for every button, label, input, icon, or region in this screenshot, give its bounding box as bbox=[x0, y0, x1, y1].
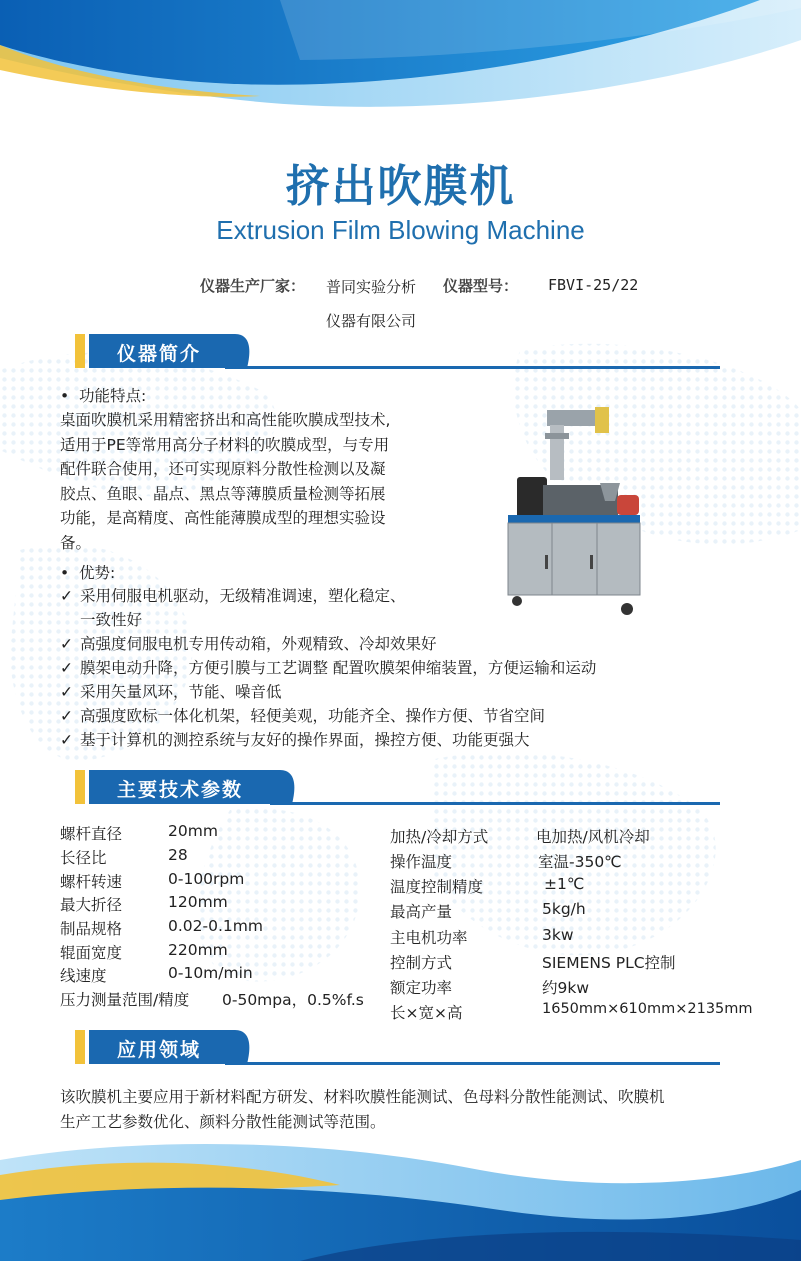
description-line: 适用于PE等常用高分子材料的吹膜成型，与专用 bbox=[60, 435, 390, 454]
advantage-item-continued: 一致性好 bbox=[80, 611, 143, 629]
model-label: 仪器型号： bbox=[443, 277, 519, 295]
advantage-item: ✓ 膜架电动升降，方便引膜与工艺调整 配置吹膜架伸缩装置，方便运输和运动 bbox=[60, 656, 596, 680]
description-line: 备。 bbox=[60, 533, 92, 552]
spec-label: 主电机功率 bbox=[390, 929, 468, 947]
spec-label: 长径比 bbox=[60, 849, 107, 867]
features-description bbox=[60, 408, 460, 555]
spec-label: 制品规格 bbox=[60, 920, 123, 938]
bottom-wave-decoration bbox=[0, 1130, 801, 1261]
spec-value: 1650mm×610mm×2135mm bbox=[542, 1001, 753, 1017]
section-title-intro: 仪器简介 bbox=[117, 343, 202, 365]
spec-label: 最大折径 bbox=[60, 896, 123, 914]
spec-row bbox=[60, 917, 122, 939]
section-divider bbox=[225, 1062, 720, 1065]
page-subtitle: Extrusion Film Blowing Machine bbox=[216, 215, 585, 245]
spec-value: 3kw bbox=[542, 926, 574, 944]
spec-row bbox=[60, 822, 122, 844]
description-line: 功能，是高精度、高性能薄膜成型的理想实验设 bbox=[60, 509, 386, 527]
spec-value: 0-100rpm bbox=[168, 870, 245, 888]
check-icon: ✓ bbox=[60, 731, 73, 749]
manufacturer-name-line2: 仪器有限公司 bbox=[326, 312, 417, 330]
spec-label: 控制方式 bbox=[390, 954, 453, 972]
check-icon: ✓ bbox=[60, 659, 73, 677]
section-header-application bbox=[75, 1030, 720, 1064]
spec-label: 长×宽×高 bbox=[390, 1004, 463, 1022]
bullet-dot: • bbox=[60, 387, 79, 405]
advantages-heading-text: 优势: bbox=[79, 564, 116, 582]
spec-label: 压力测量范围/精度 bbox=[60, 991, 190, 1009]
spec-row bbox=[60, 870, 122, 892]
spec-value: 5kg/h bbox=[542, 900, 586, 918]
spec-value: 28 bbox=[168, 846, 188, 864]
spec-row bbox=[60, 941, 122, 963]
spec-label: 线速度 bbox=[60, 967, 107, 985]
advantage-item: ✓ 采用伺服电机驱动，无级精准调速，塑化稳定、 bbox=[60, 584, 596, 608]
advantage-item: ✓ 高强度伺服电机专用传动箱，外观精致、冷却效果好 bbox=[60, 632, 596, 656]
check-icon: ✓ bbox=[60, 707, 73, 725]
top-wave-decoration bbox=[0, 0, 801, 130]
spec-value: 约9kw bbox=[542, 979, 590, 997]
spec-value: ±1℃ bbox=[544, 875, 585, 893]
spec-label: 额定功率 bbox=[390, 979, 453, 997]
spec-value: 室温-350℃ bbox=[538, 853, 622, 871]
section-title-params: 主要技术参数 bbox=[117, 779, 244, 801]
description-line: 胶点、鱼眼、晶点、黑点等薄膜质量检测等拓展 bbox=[60, 484, 386, 503]
advantage-item: ✓ 高强度欧标一体化机架，轻便美观，功能齐全、操作方便、节省空间 bbox=[60, 704, 596, 728]
manufacturer-label: 仪器生产厂家： bbox=[200, 277, 306, 295]
application-line: 该吹膜机主要应用于新材料配方研发、材料吹膜性能测试、色母料分散性能测试、吹膜机 bbox=[60, 1088, 665, 1106]
application-line: 生产工艺参数优化、颜料分散性能测试等范围。 bbox=[60, 1112, 386, 1131]
spec-row bbox=[60, 988, 189, 1010]
advantages-list bbox=[60, 584, 596, 752]
section-title-application: 应用领域 bbox=[117, 1039, 202, 1061]
check-icon: ✓ bbox=[60, 683, 73, 701]
application-text bbox=[60, 1085, 775, 1134]
spec-label: 操作温度 bbox=[390, 853, 453, 871]
spec-label: 辊面宽度 bbox=[60, 944, 123, 962]
manufacturer-name-line1: 普同实验分析 bbox=[326, 278, 417, 296]
spec-value: 120mm bbox=[168, 893, 228, 911]
spec-row bbox=[60, 893, 122, 915]
spec-value: 0-10m/min bbox=[168, 964, 253, 982]
section-header-params bbox=[75, 770, 720, 804]
section-divider bbox=[225, 366, 720, 369]
description-line: 桌面吹膜机采用精密挤出和高性能吹膜成型技术, bbox=[60, 411, 391, 429]
spec-label: 加热/冷却方式 bbox=[390, 828, 489, 846]
spec-label: 温度控制精度 bbox=[390, 878, 484, 896]
page-title: 挤出吹膜机 bbox=[285, 161, 516, 212]
spec-value: 20mm bbox=[168, 822, 218, 840]
spec-row bbox=[60, 846, 107, 868]
check-icon: ✓ bbox=[60, 635, 73, 653]
spec-label: 最高产量 bbox=[390, 903, 453, 921]
spec-row bbox=[60, 964, 107, 986]
features-heading bbox=[60, 384, 146, 406]
advantage-item: ✓ 采用矢量风环，节能、噪音低 bbox=[60, 680, 596, 704]
spec-value: 220mm bbox=[168, 941, 228, 959]
section-header-intro bbox=[75, 334, 720, 368]
spec-value: 0-50mpa，0.5%f.s bbox=[222, 991, 364, 1009]
description-line: 配件联合使用，还可实现原料分散性检测以及凝 bbox=[60, 460, 386, 478]
spec-value: 电加热/风机冷却 bbox=[536, 828, 650, 846]
spec-value: 0.02-0.1mm bbox=[168, 917, 263, 935]
advantage-item: ✓ 基于计算机的测控系统与友好的操作界面，操控方便、功能更强大 bbox=[60, 728, 596, 752]
advantages-heading bbox=[60, 561, 115, 583]
features-heading-text: 功能特点: bbox=[79, 387, 147, 405]
spec-label: 螺杆直径 bbox=[60, 825, 123, 843]
spec-label: 螺杆转速 bbox=[60, 873, 123, 891]
spec-value: SIEMENS PLC控制 bbox=[542, 954, 676, 972]
model-value: FBVI-25/22 bbox=[548, 276, 639, 294]
bullet-dot: • bbox=[60, 564, 79, 582]
section-divider bbox=[270, 802, 720, 805]
check-icon: ✓ bbox=[60, 587, 73, 605]
